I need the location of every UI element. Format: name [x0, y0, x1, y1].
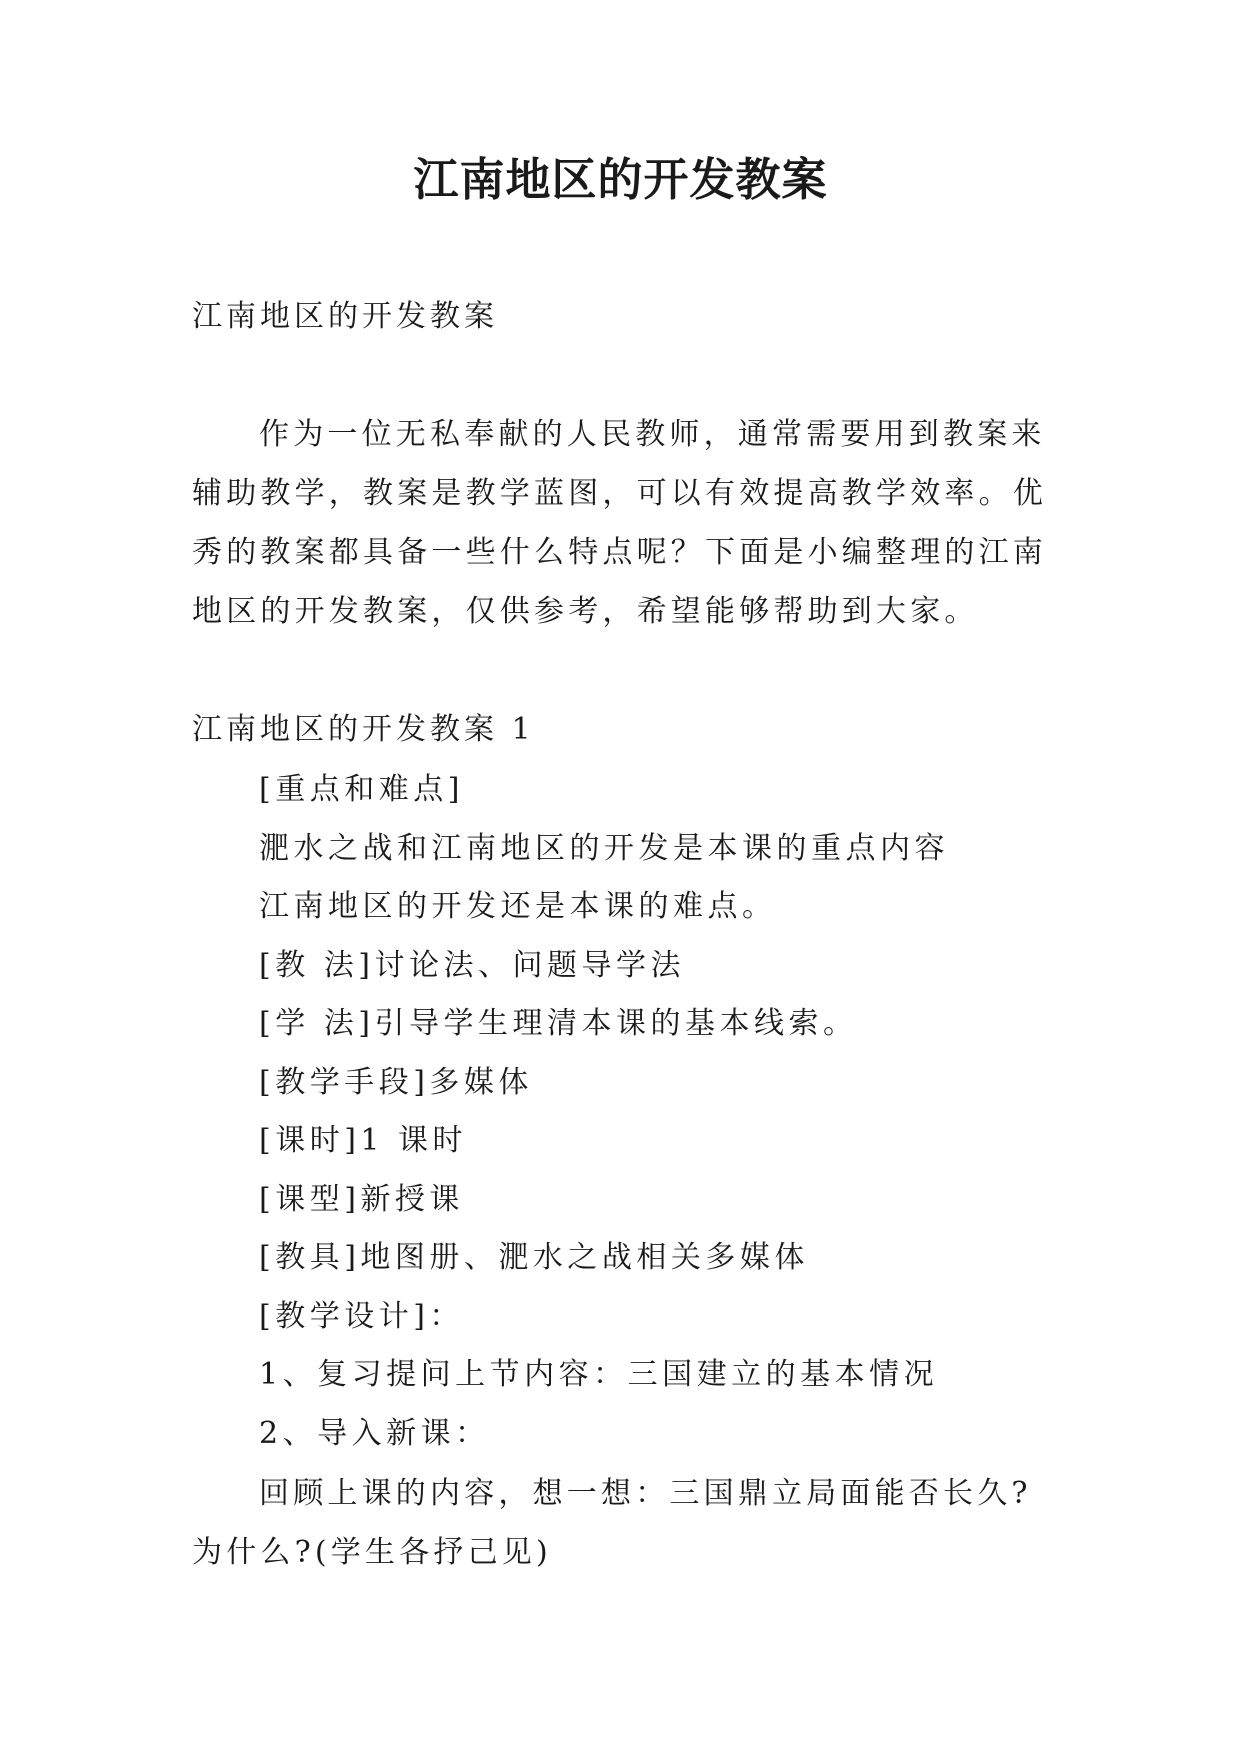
lesson-item-list: [259, 761, 949, 1463]
lesson-item: [教学手段]多媒体: [259, 1064, 533, 1100]
lesson-item: [教学设计]：: [259, 1298, 464, 1334]
lesson-item: [学 法]引导学生理清本课的基本线索。: [259, 1006, 858, 1041]
document-title: 江南地区的开发教案: [413, 153, 828, 206]
closing-paragraph: 回顾上课的内容，想一想：三国鼎立局面能否长久?为什么?(学生各抒己见): [192, 1476, 1032, 1570]
section-heading: 江南地区的开发教案 1: [192, 712, 535, 747]
lesson-item: 1、复习提问上节内容：三国建立的基本情况: [259, 1357, 939, 1392]
lesson-item: [课时]1 课时: [259, 1123, 468, 1158]
intro-paragraph: 作为一位无私奉献的人民教师，通常需要用到教案来辅助教学，教案是教学蓝图，可以有效提高教学效率。优秀的教案都具备一些什么特点呢？下面是小编整理的江南地区的开发教案，仅供参考，希望能够帮助到大家。: [192, 417, 1047, 629]
lesson-item: 淝水之战和江南地区的开发是本课的重点内容: [259, 830, 949, 866]
document-subtitle: 江南地区的开发教案: [192, 299, 498, 334]
lesson-item: 2、导入新课：: [259, 1415, 490, 1451]
lesson-item: [重点和难点]: [259, 772, 464, 807]
lesson-item: [教具]地图册、淝水之战相关多媒体: [259, 1240, 809, 1275]
lesson-item: [课型]新授课: [259, 1181, 464, 1217]
lesson-item: [教 法]讨论法、问题导学法: [259, 947, 685, 983]
lesson-item: 江南地区的开发还是本课的难点。: [259, 889, 777, 924]
